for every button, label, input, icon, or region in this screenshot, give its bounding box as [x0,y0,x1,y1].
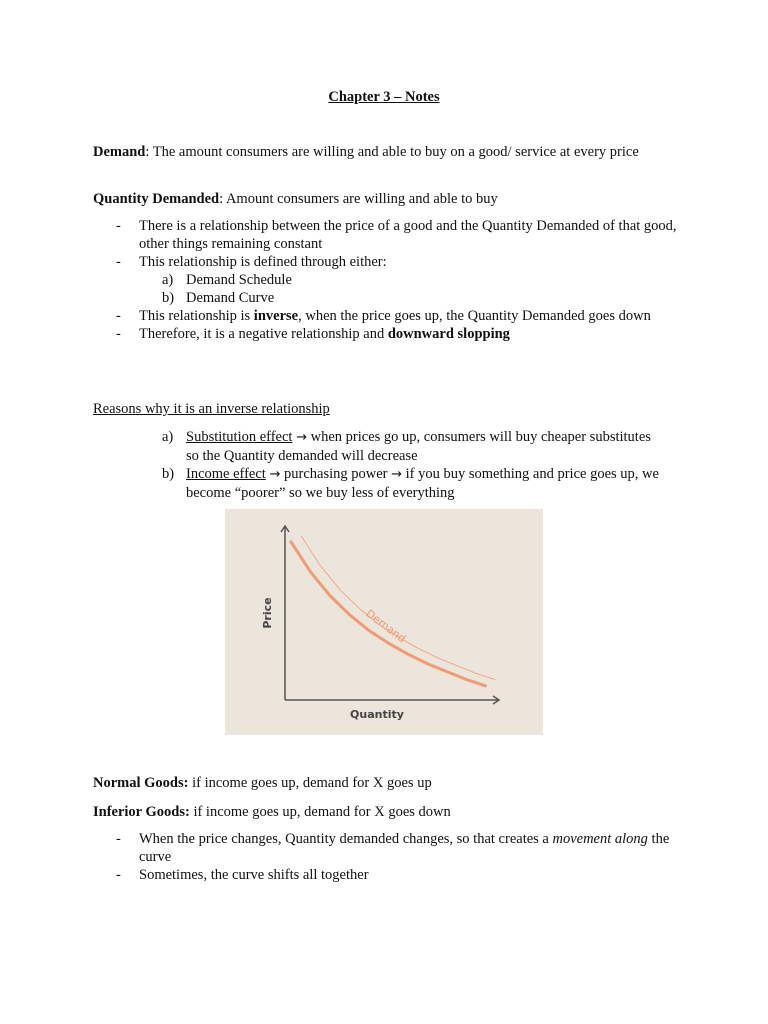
page-title: Chapter 3 – Notes [328,89,440,105]
bullet-text: This relationship is [139,308,254,324]
list-letter: a) [162,429,174,445]
demand-curve-chart [225,509,543,735]
demand-definition [93,143,683,161]
reason-text: when prices go up, consumers will buy cheaper substitutes so the Quantity demanded will decrease [186,429,651,464]
list-item [93,307,693,325]
list-item [93,217,693,253]
normal-goods-definition [93,774,683,792]
bullet-text: , when the price goes up, the Quantity Demanded goes down [298,308,651,324]
definition-methods-list [139,271,693,307]
reasons-heading: Reasons why it is an inverse relationship [93,401,330,417]
list-item [93,253,693,307]
bullet-dash: - [116,254,121,270]
list-item [93,325,693,343]
list-item [93,866,693,884]
list-item [139,289,693,307]
bullet-text: When the price changes, Quantity demanded changes, so that creates a [139,831,553,847]
bullet-dash: - [116,867,121,883]
curve-changes-bullet-list [93,830,693,884]
bullet-bold-text: downward slopping [387,326,510,342]
substitution-effect-term: Substitution effect [186,429,293,445]
quantity-demanded-term: Quantity Demanded [93,191,220,207]
bullet-text: This relationship is defined through either: [139,254,387,270]
list-item-text: Demand Curve [186,290,275,306]
bullet-bold-text: inverse [253,308,299,324]
list-item [139,271,693,289]
list-item-text: Demand Schedule [186,272,292,288]
chart-svg [225,509,543,735]
list-item [162,465,662,502]
normal-goods-term: Normal Goods: [93,775,189,791]
bullet-text: Therefore, it is a negative relationship and [139,326,388,342]
bullet-dash: - [116,831,121,847]
normal-goods-text: if income goes up, demand for X goes up [188,775,432,791]
inferior-goods-text: if income goes up, demand for X goes down [189,804,451,820]
relationship-bullet-list [93,217,693,343]
bullet-text: Sometimes, the curve shifts all together [139,867,369,883]
bullet-text: There is a relationship between the price of a good and the Quantity Demanded of that good, other things remaining constant [139,218,677,252]
list-item [162,428,662,465]
list-letter: b) [162,466,175,482]
bullet-dash: - [116,326,121,342]
inferior-goods-term: Inferior Goods: [93,804,190,820]
demand-definition-text: : The amount consumers are willing and able to buy on a good/ service at every price [145,144,639,160]
list-letter: a) [162,272,174,288]
arrow-right-icon: → [296,430,307,445]
quantity-demanded-definition [93,190,683,208]
reason-text: if you buy something and price goes up, we become “poorer” so we buy less of everything [186,466,659,501]
bullet-text: the curve [139,831,670,865]
demand-term: Demand [93,144,146,160]
demand-curve-label: Demand [363,606,409,646]
y-axis-label: Price [261,597,274,629]
arrow-right-icon: → [269,467,281,482]
list-item [93,830,693,866]
list-letter: b) [162,290,175,306]
bullet-dash: - [116,218,121,234]
x-axis-label: Quantity [350,708,404,721]
income-effect-term: Income effect [186,466,266,482]
quantity-demanded-definition-text: : Amount consumers are willing and able to buy [219,191,498,207]
reason-text: purchasing power [280,466,392,482]
arrow-right-icon: → [391,467,403,482]
bullet-italic-text: movement along [552,831,648,847]
inferior-goods-definition [93,803,683,821]
reasons-list [162,428,662,502]
bullet-dash: - [116,308,121,324]
